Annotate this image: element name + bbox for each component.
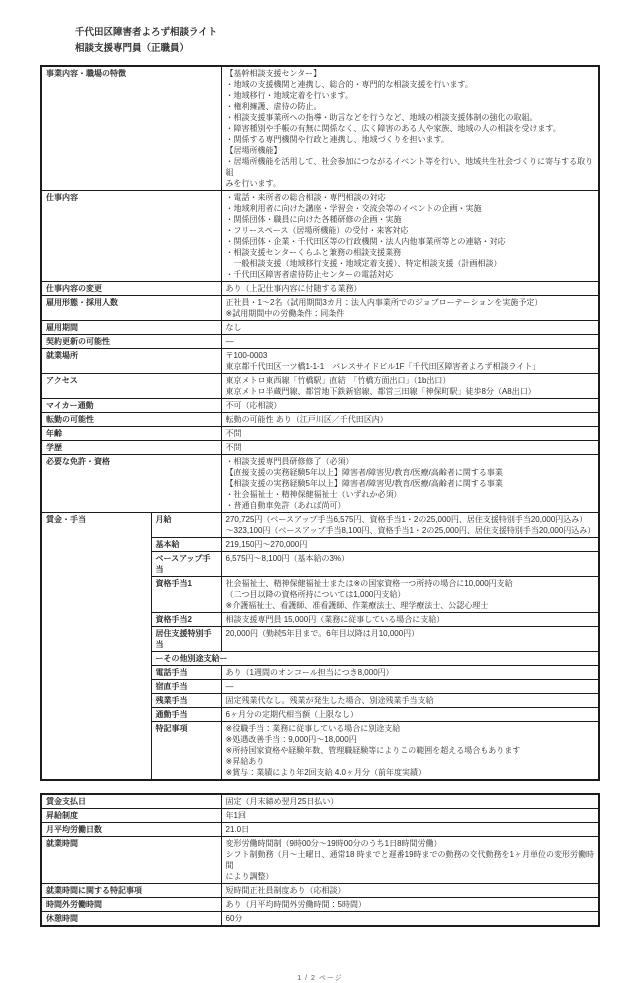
wage-sub-label: ベースアップ手当 <box>151 552 221 577</box>
value-line: ・千代田区障害者虐待防止センターの電話対応 <box>225 270 394 279</box>
row-value: 転勤の可能性 あり（江戸川区／千代田区内） <box>221 413 599 427</box>
value-line: 正社員・1～2名（試用期間3カ月：法人内事業所でのジョブローテーションを実施予定） <box>225 298 543 307</box>
table-row <box>41 884 599 898</box>
row-value: 固定残業代なし。残業が発生した場合、別途残業手当支給 <box>221 694 599 708</box>
row-value <box>221 296 599 321</box>
job-detail-table <box>40 65 600 781</box>
table-row <box>41 837 599 884</box>
value-line: ～323,100円（ベースアップ手当8,100円、資格手当1・2の25,000円、居住支援特別手当20,000円込み） <box>225 526 596 535</box>
value-line: 変形労働時間制（9時00分～19時00分のうち1日8時間労働） <box>225 839 442 848</box>
row-label: 就業時間 <box>41 837 221 884</box>
table-row <box>41 794 599 809</box>
row-value: ― <box>221 680 599 694</box>
table-row <box>41 191 599 282</box>
document-title <box>75 25 600 57</box>
row-value: 相談支援専門員 15,000円（業務に従事している場合に支給） <box>221 613 599 627</box>
value-line: ・地域の支援機関と連携し、総合的・専門的な相談支援を行います。 <box>225 80 473 89</box>
page-number: 1 / 2 ページ <box>297 975 343 982</box>
row-value: 不可（応相談） <box>221 399 599 413</box>
value-line: 【基幹相談支援センター】 <box>225 69 322 78</box>
value-line: 270,725円（ベースアップ手当6,575円、資格手当1・2の25,000円、居住支援特別手当20,000円込み） <box>225 515 588 524</box>
title-line-2: 相談支援専門員（正職員） <box>75 43 190 54</box>
row-value: なし <box>221 321 599 335</box>
row-label: マイカー通勤 <box>41 399 221 413</box>
row-label: 雇用期間 <box>41 321 221 335</box>
value-line: ・社会福祉士・精神保健福祉士（いずれか必須） <box>225 490 402 499</box>
value-line: ※介護福祉士、看護師、准看護師、作業療法士、理学療法士、公認心理士 <box>225 601 489 610</box>
row-label: 雇用形態・採用人数 <box>41 296 221 321</box>
value-line: ・フリースペース（居場所機能）の受付・来客対応 <box>225 226 409 235</box>
row-value <box>221 455 599 513</box>
row-value <box>221 722 599 781</box>
value-line: ・電話・来所者の総合相談・専門相談の対応 <box>225 193 386 202</box>
value-line: ・関係団体・職員に向けた各種研修の企画・実施 <box>225 215 402 224</box>
value-line: ・関係する専門機関や行政と連携し、地域づくりを担います。 <box>225 135 449 144</box>
row-label: 転勤の可能性 <box>41 413 221 427</box>
row-value: 20,000円（勤続5年目まで。6年目以降は月10,000円） <box>221 627 599 652</box>
row-value: 219,150円～270,000円 <box>221 538 599 552</box>
row-value: あり（上記仕事内容に付随する業務） <box>221 282 599 296</box>
value-line: ・相談支援専門員研修修了（必須） <box>225 457 354 466</box>
value-line: ・相談支援センターくらふと兼務の相談支援業務 <box>225 248 402 257</box>
value-line: ・権利擁護、虐待の防止。 <box>225 102 322 111</box>
wage-sub-label: 月給 <box>151 513 221 538</box>
value-line: ・地域移行・地域定着を行います。 <box>225 91 353 100</box>
value-line: 東京メトロ東西線「竹橋駅」直結 「竹橋方面出口」（1b出口） <box>225 376 451 385</box>
table-row <box>41 427 599 441</box>
row-label: 仕事内容 <box>41 191 221 282</box>
row-value <box>221 837 599 884</box>
value-line: （二つ目以降の資格所持については1,000円支給） <box>225 590 406 599</box>
row-value <box>221 66 599 191</box>
value-line: 社会福祉士、精神保健福祉士または※の国家資格一つ所持の場合に10,000円支給 <box>225 579 513 588</box>
row-value: ― <box>221 335 599 349</box>
value-line: シフト制勤務（月～土曜日、通常18 時までと遅番19時までの勤務の交代勤務を1ヶ月単位の変形労働時間 <box>225 850 594 870</box>
value-line: ※処遇改善手当：9,000円～18,000円 <box>225 735 357 744</box>
row-value: 年1回 <box>221 809 599 823</box>
row-value: 21.0日 <box>221 823 599 837</box>
value-line: により調整） <box>225 872 274 881</box>
table-row <box>41 809 599 823</box>
wage-sub-label: 基本給 <box>151 538 221 552</box>
table-row <box>41 455 599 513</box>
table-row <box>41 321 599 335</box>
value-line: ・関係団体・企業・千代田区等の行政機関・法人内他事業所等との連絡・対応 <box>225 237 506 246</box>
table-row <box>41 335 599 349</box>
row-label: 事業内容・職場の特徴 <box>41 66 221 191</box>
title-line-1: 千代田区障害者よろず相談ライト <box>75 27 218 38</box>
table-row <box>41 413 599 427</box>
row-value: 60分 <box>221 912 599 927</box>
value-line: ※賞与：業績により年2回支給 4.0ヶ月分（前年度実績） <box>225 768 426 777</box>
table-row <box>41 282 599 296</box>
table-row <box>41 349 599 374</box>
row-value: あり（月平均時間外労働時間：5時間） <box>221 898 599 912</box>
table-row <box>41 296 599 321</box>
wage-sub-label: 通勤手当 <box>151 708 221 722</box>
wage-row <box>41 513 599 538</box>
row-label: 仕事内容の変更 <box>41 282 221 296</box>
table-row <box>41 912 599 927</box>
wage-sub-label: 特記事項 <box>151 722 221 781</box>
value-line: みを行います。 <box>225 179 281 188</box>
row-label: 月平均労働日数 <box>41 823 221 837</box>
value-line: ・居場所機能を活用して、社会参加につながるイベント等を行い、地域共生社会づくりに寄与する取り組 <box>225 157 594 177</box>
row-label: 就業場所 <box>41 349 221 374</box>
value-line: 東京メトロ半蔵門線、都営地下鉄新宿線、都営三田線「神保町駅」徒歩8分（A8出口） <box>225 387 536 396</box>
row-label: 時間外労働時間 <box>41 898 221 912</box>
table-row <box>41 374 599 399</box>
row-label: 必要な免許・資格 <box>41 455 221 513</box>
value-line: 東京都千代田区一ツ橋1-1-1 パレスサイドビル1F「千代田区障害者よろず相談ライト」 <box>225 362 541 371</box>
wage-sub-label: 居住支援特別手当 <box>151 627 221 652</box>
row-label: 学歴 <box>41 441 221 455</box>
value-line: ・普通自動車免許（あれば尚可） <box>225 501 346 510</box>
value-line: ・障害種別や手帳の有無に関係なく、広く障害のある人や家族、地域の人の相談を受けます。 <box>225 124 561 133</box>
value-line: ・地域利用者に向けた講座・学習会・交流会等のイベントの企画・実施 <box>225 204 482 213</box>
row-value <box>221 513 599 538</box>
value-line: ・相談支援事業所への指導・助言などを行うなど、地域の相談支援体制の強化の取組。 <box>225 113 538 122</box>
row-label: アクセス <box>41 374 221 399</box>
table-row <box>41 823 599 837</box>
value-line: ※試用期間中の労働条件：同条件 <box>225 309 345 318</box>
value-line: 【直接支援の実務経験5年以上】障害者/障害児/教育/医療/高齢者に関する事業 <box>225 468 503 477</box>
row-value <box>221 577 599 613</box>
wage-sub-label: 資格手当1 <box>151 577 221 613</box>
row-value <box>221 191 599 282</box>
row-value: 短時間正社員制度あり（応相談） <box>221 884 599 898</box>
table-row <box>41 66 599 191</box>
value-line: ※所持国家資格や経験年数、管理職経験等によりこの範囲を超える場合もあります <box>225 746 521 755</box>
wage-sub-label: 残業手当 <box>151 694 221 708</box>
row-label: 年齢 <box>41 427 221 441</box>
value-line: 〒100-0003 <box>225 351 268 360</box>
value-line: ※役職手当：業務に従事している場合に別途支給 <box>225 724 401 733</box>
value-line: ※昇給あり <box>225 757 265 766</box>
row-value: あり（1週間のオンコール担当につき8,000円） <box>221 666 599 680</box>
value-line: 【相談支援の実務経験5年以上】障害者/障害児/教育/医療/高齢者に関する事業 <box>225 479 503 488</box>
row-label: 休憩時間 <box>41 912 221 927</box>
row-value: 不問 <box>221 427 599 441</box>
row-label: 昇給制度 <box>41 809 221 823</box>
row-value: 固定（月末締め翌月25日払い） <box>221 794 599 809</box>
work-conditions-table <box>40 793 600 927</box>
row-value <box>221 374 599 399</box>
table-row <box>41 399 599 413</box>
value-line: 一般相談支援（地域移行支援・地域定着支援）、特定相談支援（計画相談） <box>225 259 502 268</box>
row-value <box>221 349 599 374</box>
row-label: 就業時間に関する特記事項 <box>41 884 221 898</box>
row-label: 賃金支払日 <box>41 794 221 809</box>
row-value: 6ヶ月分の定期代相当額（上限なし） <box>221 708 599 722</box>
wage-sub-label: 宿直手当 <box>151 680 221 694</box>
wage-sub-label: 資格手当2 <box>151 613 221 627</box>
wage-sub-label: 電話手当 <box>151 666 221 680</box>
table-row <box>41 441 599 455</box>
row-value: 不問 <box>221 441 599 455</box>
wage-subsection-divider: ーその他別途支給ー <box>151 652 599 666</box>
row-label: 契約更新の可能性 <box>41 335 221 349</box>
value-line: 【居場所機能】 <box>225 146 282 155</box>
wage-section-label: 賃金・手当 <box>41 513 151 781</box>
row-value: 6,575円～8,100円（基本給の3%） <box>221 552 599 577</box>
